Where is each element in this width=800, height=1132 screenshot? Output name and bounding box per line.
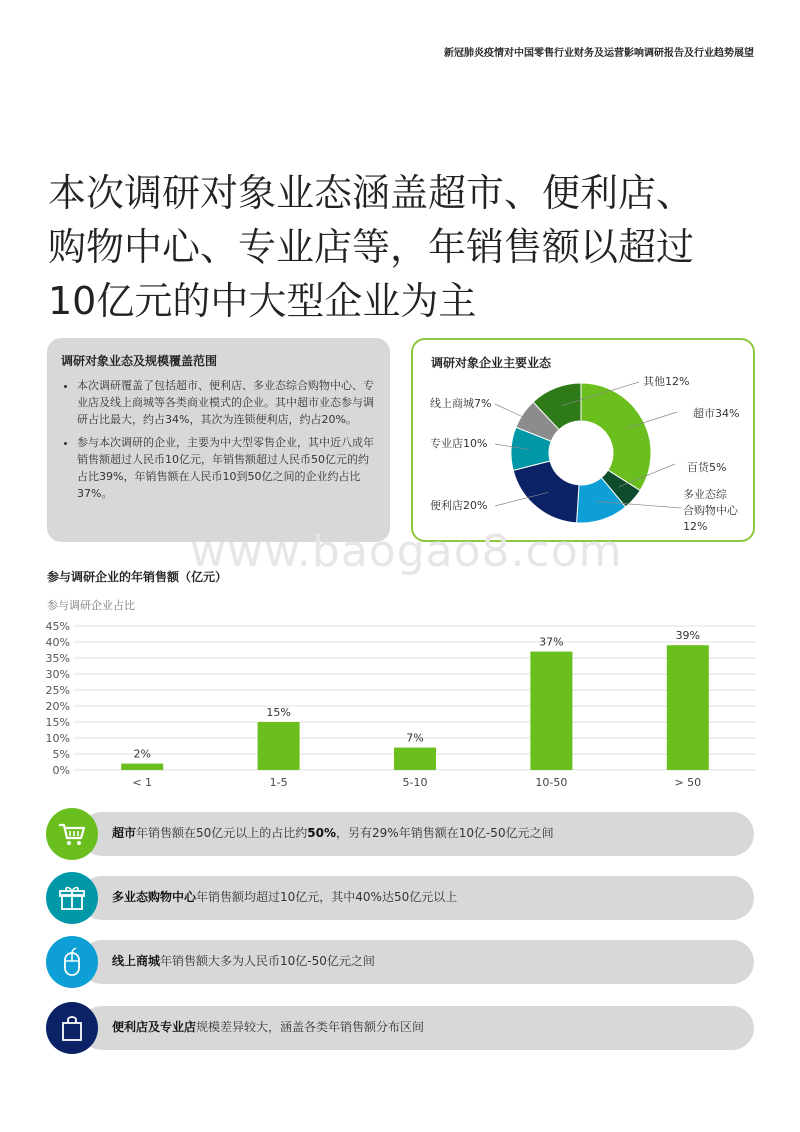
x-tick-label: < 1 (132, 776, 153, 789)
callout-bold: 线上商城 (112, 954, 161, 968)
bar-value-label: 7% (406, 731, 424, 745)
pie-label-convenience: 便利店20% (430, 499, 488, 512)
pie-label-supermarket: 超市34% (693, 407, 740, 420)
callout-mall (46, 874, 754, 922)
pie-label-other: 其他12% (643, 375, 690, 388)
callout-body-tail: ，另有29%年销售额在10亿-50亿元之间 (336, 826, 554, 840)
cart-icon (46, 808, 98, 860)
bar-value-label: 39% (675, 629, 701, 643)
scope-bullet: • 本次调研覆盖了包括超市、便利店、多业态综合购物中心、专业店及线上商城等各类商业模式的企业。其中超市业态参与调研占比最大，约占34%，其次为连锁便利店，约占20%。 (77, 377, 378, 428)
bar (667, 645, 709, 770)
bar (530, 652, 572, 770)
x-tick-label: 10-50 (535, 776, 568, 789)
y-tick-label: 35% (45, 652, 70, 665)
y-tick-label: 5% (52, 748, 70, 761)
pie-label-mall-line2: 合购物中心 (683, 504, 738, 517)
callout-online (46, 938, 754, 986)
y-tick-label: 30% (45, 668, 70, 681)
callout-body: 年销售额在50亿元以上的占比约 (136, 826, 308, 840)
scope-panel-title: 调研对象业态及规模覆盖范围 (61, 354, 218, 368)
pie-label-mall (683, 487, 738, 535)
bar-chart-title: 参与调研企业的年销售额（亿元） (47, 570, 228, 584)
callout-body: 规模差异较大，涵盖各类年销售额分布区间 (196, 1020, 425, 1034)
pie-label-online: 线上商城7% (430, 397, 492, 410)
scope-bullet-list (61, 377, 378, 502)
y-tick-label: 0% (52, 764, 70, 777)
format-pie-panel (411, 338, 755, 542)
callout-body: 年销售额均超过10亿元，其中40%达50亿元以上 (196, 890, 458, 904)
pie-slice (513, 461, 579, 523)
callout-bold: 超市 (112, 826, 137, 840)
bar-value-label: 2% (133, 747, 151, 761)
pie-label-mall-line3: 12% (683, 520, 708, 533)
callout-supermarket (46, 810, 754, 858)
y-tick-label: 20% (45, 700, 70, 713)
bar-value-label: 15% (266, 706, 291, 719)
y-tick-label: 25% (45, 684, 70, 697)
y-tick-label: 10% (45, 732, 70, 745)
callout-text (112, 1018, 424, 1035)
bar-chart-ylabel: 参与调研企业占比 (47, 599, 135, 612)
y-tick-label: 45% (45, 620, 70, 633)
pie-slice (581, 383, 651, 491)
y-tick-label: 40% (45, 636, 70, 649)
pie-label-mall-line1: 多业态综 (683, 488, 727, 501)
bar (258, 722, 300, 770)
bar (394, 748, 436, 770)
x-tick-label: 5-10 (402, 776, 428, 789)
page-headline (48, 166, 768, 328)
pie-chart-title: 调研对象企业主要业态 (431, 356, 552, 370)
pie-label-specialty: 专业店10% (430, 437, 488, 450)
headline-line-3: 10亿元的中大型企业为主 (48, 279, 477, 323)
callout-bold: 多业态购物中心 (112, 890, 197, 904)
callout-convenience (46, 1004, 754, 1052)
report-header-title: 新冠肺炎疫情对中国零售行业财务及运营影响调研报告及行业趋势展望 (444, 48, 754, 59)
scope-bullet: • 参与本次调研的企业，主要为中大型零售企业，其中近八成年销售额超过人民币10亿元，年销售额超过人民币50亿元的约占比39%，年销售额在人民币10到50亿之间的企业约占比37%。 (77, 434, 378, 502)
gift-icon (46, 872, 98, 924)
scope-panel (47, 338, 390, 542)
callout-body: 年销售额大多为人民币10亿-50亿元之间 (160, 954, 375, 968)
headline-line-1: 本次调研对象业态涵盖超市、便利店、 (48, 171, 695, 215)
bar (121, 764, 163, 770)
bag-icon (46, 1002, 98, 1054)
sales-bar-chart (40, 618, 760, 798)
headline-line-2: 购物中心、专业店等，年销售额以超过 (48, 225, 695, 269)
y-tick-label: 15% (45, 716, 70, 729)
callout-text (112, 888, 457, 905)
watermark: www.baogao8.com (190, 526, 623, 577)
bar-value-label: 37% (539, 635, 564, 649)
callout-bold: 便利店及专业店 (112, 1020, 197, 1034)
pie-label-department: 百货5% (687, 461, 727, 474)
x-tick-label: > 50 (674, 776, 702, 789)
callout-text (112, 824, 554, 841)
x-tick-label: 1-5 (269, 776, 288, 789)
callout-text (112, 952, 375, 969)
callout-bold-value: 50% (307, 826, 337, 840)
mouse-icon (46, 936, 98, 988)
